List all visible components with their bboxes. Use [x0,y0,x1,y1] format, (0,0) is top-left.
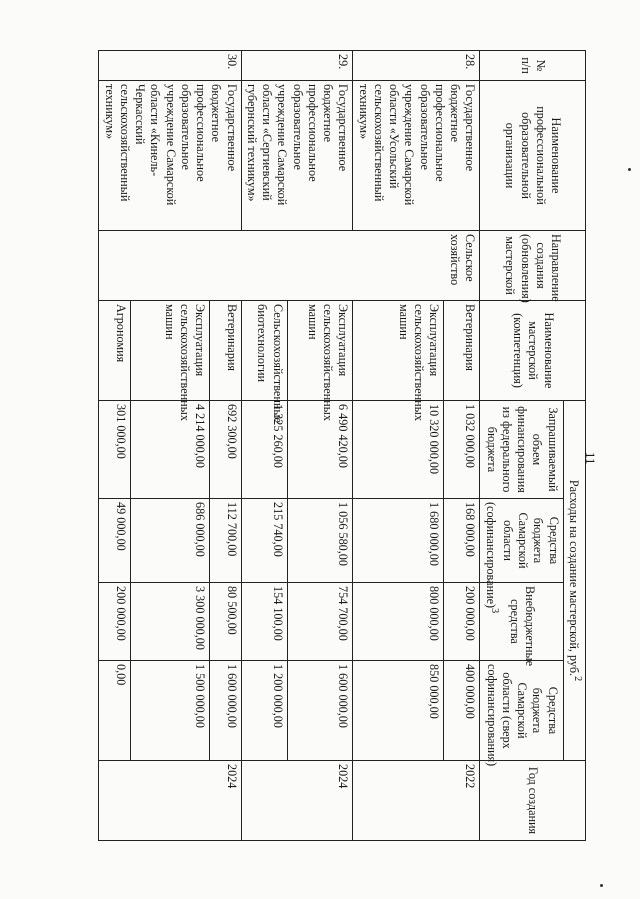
extra-value: 200 000,00 [99,583,131,661]
rotated-table-container [102,50,586,840]
over-value: 400 000,00 [444,661,480,761]
year-value: 2024 [99,761,241,841]
workshop-costs-table [98,50,586,841]
federal-value: 692 300,00 [210,401,242,499]
over-value: 850 000,00 [353,661,444,761]
extra-value: 154 100,00 [241,583,287,661]
workshop-name: Эксплуатация сельскохозяйственных машин [353,301,444,401]
table-row [444,51,480,841]
regional-value: 1 056 580,00 [287,499,353,583]
direction: Сельское хозяйство [99,231,480,301]
over-value: 1 600 000,00 [287,661,353,761]
regional-value: 112 700,00 [210,499,242,583]
regional-value: 168 000,00 [444,499,480,583]
header-direction: Направление создания (обновления) мастерской [480,231,586,301]
page-number: 11 [583,452,598,465]
over-value: 1 500 000,00 [130,661,209,761]
org-name: Государственное бюджетное профессиональное образовательное учреждение Самарской области «Кинель-Черкасский сельскохозяйственный техникум» [99,81,241,231]
row-num: 28. [353,51,480,81]
scan-speck [628,168,631,171]
regional-value: 215 740,00 [241,499,287,583]
header-costs-label: Расходы на создание мастерской, руб. [566,479,581,677]
regional-value: 49 000,00 [99,499,131,583]
federal-value: 4 214 000,00 [130,401,209,499]
header-federal: Запрашиваемый объем финансирования из федерального бюджета [480,401,563,499]
extra-value: 80 500,00 [210,583,242,661]
extra-value: 200 000,00 [444,583,480,661]
workshop-name: Ветеринария [210,301,242,401]
header-regional-footnote: 3 [488,608,500,614]
scan-speck [600,884,603,887]
year-value: 2024 [241,761,353,841]
org-name: Государственное бюджетное профессиональное образовательное учреждение Самарской области «Усольский сельскохозяйственный техникум» [353,81,480,231]
header-org: Наименование профессиональной образовательной организации [480,81,586,231]
row-num: 30. [99,51,241,81]
extra-value: 754 700,00 [287,583,353,661]
year-value: 2022 [353,761,480,841]
regional-value: 686 000,00 [130,499,209,583]
header-workshop: Наименование мастерской (компетенция) [480,301,586,401]
table-row [287,51,353,841]
row-num: 29. [241,51,353,81]
workshop-name: Агрономия [99,301,131,401]
extra-value: 3 300 000,00 [130,583,209,661]
header-regional-label: Средства бюджета Самарской области (софинансирование) [483,502,561,609]
header-num: № п/п [480,51,586,81]
federal-value: 10 320 000,00 [353,401,444,499]
header-costs-group [563,401,585,761]
workshop-name: Ветеринария [444,301,480,401]
regional-value: 1 680 000,00 [353,499,444,583]
federal-value: 301 000,00 [99,401,131,499]
header-regional [480,499,563,614]
extra-value: 800 000,00 [353,583,444,661]
over-value: 0,00 [99,661,131,761]
header-extra: Внебюджетные средства [480,583,563,661]
header-year: Год создания [480,761,586,841]
table-row [210,51,242,841]
federal-value: 6 490 420,00 [287,401,353,499]
org-name: Государственное бюджетное профессиональное образовательное учреждение Самарской области «Сергиевский губернский техникум» [241,81,353,231]
federal-value: 1 325 260,00 [241,401,287,499]
header-costs-footnote: 2 [572,676,583,682]
workshop-name: Эксплуатация сельскохозяйственных машин [287,301,353,401]
workshop-name: Сельскохозяйственные биотехнологии [241,301,287,401]
federal-value: 1 032 000,00 [444,401,480,499]
over-value: 1 600 000,00 [210,661,242,761]
workshop-name: Эксплуатация сельскохозяйственных машин [130,301,209,401]
over-value: 1 200 000,00 [241,661,287,761]
header-over: Средства бюджета Самарской области (сверх софинансирования) [480,661,563,761]
